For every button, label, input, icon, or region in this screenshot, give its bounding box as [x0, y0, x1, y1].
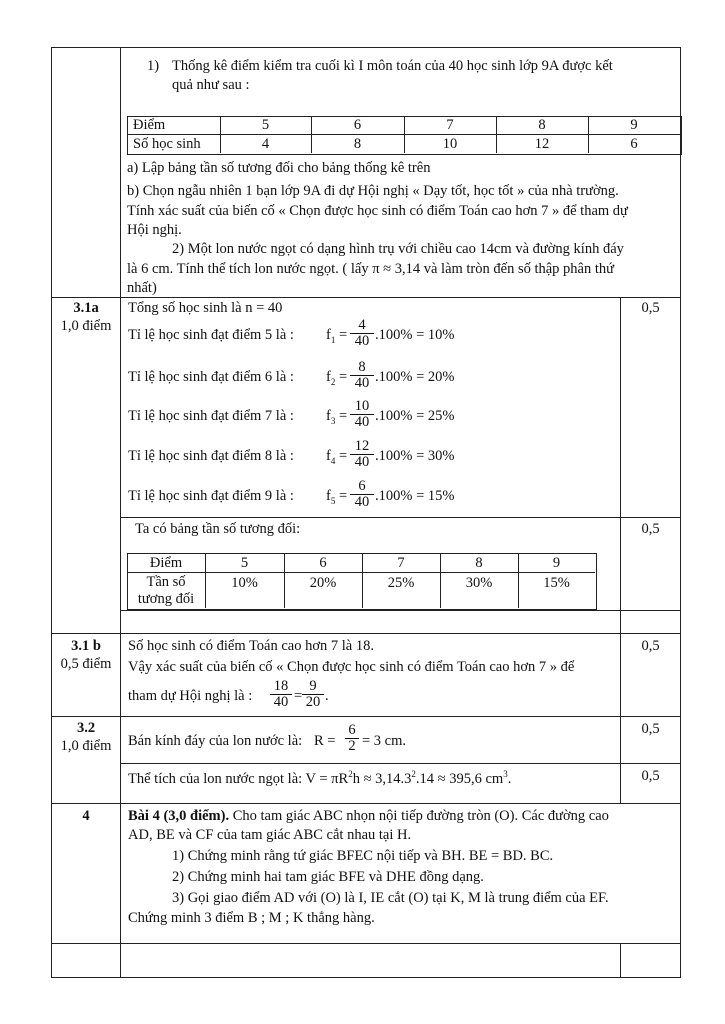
score-cell: 8 [538, 117, 546, 133]
row-divider-31a-table [120, 517, 681, 518]
probability-eq: = [294, 688, 303, 704]
table-border-top [51, 47, 681, 48]
row-divider-4 [51, 803, 681, 804]
volume-text: Thể tích của lon nước ngọt là: $V = \pi R^2h \approx 3,14.3^2.14 \approx 395,6$ $cm^3$. [128, 769, 512, 787]
freq-value-cell: 20% [309, 575, 337, 591]
q1-text-line1: Thống kê điểm kiểm tra cuối kì I môn toán của 40 học sinh lớp 9A được kết [172, 58, 613, 74]
freq-table-row1-label: Điểm [149, 555, 183, 571]
table-border-right [680, 47, 681, 978]
freq-table-intro: Ta có bảng tần số tương đối: [135, 521, 301, 537]
problem4-line2: AD, BE và CF của tam giác ABC cắt nhau tại H. [128, 827, 412, 843]
section-label-32: 3.2 [76, 720, 96, 736]
score-table-row2-label: Số học sinh [133, 136, 201, 152]
radius-result: = 3 cm. [362, 733, 407, 749]
q1-text-line2: quả như sau : [172, 77, 250, 93]
probability-fraction-1: $\frac{18}{40}$ [270, 679, 292, 710]
part-a-text: a) Lập bảng tần số tương đối cho bảng thống kê trên [127, 160, 431, 176]
radius-R: R = [314, 733, 336, 749]
row-divider-31a [51, 297, 681, 298]
score-32-1: 0,5 [641, 721, 660, 737]
s31b-line3: tham dự Hội nghị là : [128, 688, 253, 704]
freq-value-cell: 30% [465, 575, 493, 591]
freq-score-cell: 9 [552, 555, 561, 571]
answer-key-page: 1) Thống kê điểm kiểm tra cuối kì I môn toán của 40 học sinh lớp 9A được kết quả như sau : Điểm Số học sinh 5 6 7 8 9 4 8 10 12 6 a) Lập bảng tần số tương đối cho bảng thống kê trên b) Chọn ngẫu nhiên 1 bạn lớp 9A đi dự Hội nghị « Dạy tốt, học tốt » của nhà trường. Tính xác suất của biến cố « Chọn được học sinh có điểm Toán cao hơn 7 » để tham dự Hội nghị. 2) Một lon nước ngọt có dạng hình trụ với chiều cao 14cm và đường kính đáy là 6 cm. Tính thể tích lon nước ngọt. ( lấy π ≈ 3,14 và làm tròn đến số thập phân thứ nhất) 3.1a 1,0 điểm Tổng số học sinh là n = 40 0,5 Tỉ lệ học sinh đạt điểm 5 là : $f_1$ = $\frac{4}{40}$ .100% = 10% Tỉ lệ học sinh đạt điểm 6 là : $f_2$ = $\frac{8}{40}$ .100% = 20% Tỉ lệ học sinh đạt điểm 7 là : $f_3$ = $\frac{10}{40}$ .100% = 25% Tỉ lệ học sinh đạt điểm 8 là : $f_4$ = $\frac{12}{40}$ .100% = 30% Tỉ lệ học sinh đạt điểm 9 là : $f_5$ = $\frac{6}{40}$ .100% = 15% Ta có bảng tần số tương đối: 0,5 Điểm Tần số tương đối 5 6 7 8 9 10% 20% 25% 30% 15% 3.1 b 0,5 điểm Số học sinh có điểm Toán cao hơn 7 là 18. Vậy xác suất của biến cố « Chọn được học sinh có điểm Toán cao hơn 7 » để tham dự Hội nghị là : $\frac{18}{40}$ = $\frac{9}{20}$ . 0,5 3.2 1,0 điểm Bán kính đáy của lon nước là: R = $\frac{6}{2}$ = 3 cm. 0,5 Thể tích của lon nước ngọt là: $V = \pi R^2h \approx 3,14.3^2.14 \approx 395,6$ $cm^3$. 0,5 4 Bài 4 (3,0 điểm). Cho tam giác ABC nhọn nội tiếp đường tròn (O). Các đường cao AD, BE và CF của tam giác ABC cắt nhau tại H. 1) Chứng minh rằng tứ giác BFEC nội tiếp và BH. BE = BD. BC. 2) Chứng minh hai tam giác BFE và DHE đồng dạng. 3) Gọi giao điểm AD với (O) là I, IE cắt (O) tại K, M là trung điểm của EF. Chứng minh 3 điểm B ; M ; K thẳng hàng. [0, 0, 725, 1024]
score-cell: 5 [261, 117, 270, 133]
table-border-bottom [51, 977, 681, 978]
score-32-2: 0,5 [641, 768, 660, 784]
part-b-line3: Hội nghị. [127, 222, 182, 238]
section-points-32: 1,0 điểm [60, 738, 112, 754]
problem4-q3-line2: Chứng minh 3 điểm B ; M ; K thẳng hàng. [128, 910, 375, 926]
section-points-31a: 1,0 điểm [60, 318, 112, 334]
radius-text: Bán kính đáy của lon nước là: [128, 733, 303, 749]
part-b-line2: Tính xác suất của biến cố « Chọn được học sinh có điểm Toán cao hơn 7 » để tham dự [127, 203, 628, 219]
probability-fraction-2: $\frac{9}{20}$ [302, 679, 324, 710]
table-border-col1 [120, 47, 121, 978]
s31b-line2: Vậy xác suất của biến cố « Chọn được học sinh có điểm Toán cao hơn 7 » để [128, 659, 575, 675]
freq-score-cell: 5 [240, 555, 249, 571]
q2-line3: nhất) [127, 280, 157, 296]
problem4-title: Bài 4 (3,0 điểm). Cho tam giác ABC nhọn nội tiếp đường tròn (O). Các đường cao [128, 808, 609, 824]
score-31a-2: 0,5 [641, 521, 660, 537]
score-31a-1: 0,5 [641, 300, 660, 316]
count-cell: 4 [261, 136, 270, 152]
freq-value-cell: 25% [387, 575, 415, 591]
freq-value-cell: 15% [543, 575, 570, 591]
count-cell: 10 [442, 136, 458, 152]
row-divider-32b [120, 763, 681, 764]
freq-score-cell: 6 [319, 555, 327, 571]
score-31b: 0,5 [641, 638, 660, 654]
row-divider-last [51, 943, 681, 944]
section-label-31b: 3.1 b [71, 638, 101, 654]
table-border-col2-bottom [620, 943, 621, 978]
s31b-line1: Số học sinh có điểm Toán cao hơn 7 là 18. [128, 638, 374, 654]
count-cell: 12 [534, 136, 550, 152]
freq-score-cell: 7 [397, 555, 405, 571]
freq-value-cell: 10% [231, 575, 258, 591]
row-divider-31a-empty [120, 610, 681, 611]
freq-table-row2-label-a: Tần số [146, 574, 186, 590]
radius-fraction: $\frac{6}{2}$ [345, 723, 359, 754]
score-cell: 9 [630, 117, 638, 133]
count-cell: 8 [353, 136, 362, 152]
table-border-left [51, 47, 52, 978]
part-b-line1: b) Chọn ngẫu nhiên 1 bạn lớp 9A đi dự Hội nghị « Dạy tốt, học tốt » của nhà trường. [127, 183, 619, 199]
score-table-row1-label: Điểm [133, 117, 166, 133]
row-divider-32 [51, 716, 681, 717]
problem4-q2: 2) Chứng minh hai tam giác BFE và DHE đồng dạng. [172, 869, 484, 885]
row-divider-31b [51, 633, 681, 634]
q2-line1: 2) Một lon nước ngọt có dạng hình trụ với chiều cao 14cm và đường kính đáy [172, 241, 624, 257]
probability-end: . [325, 688, 329, 704]
section-label-31a: 3.1a [73, 300, 99, 316]
problem4-q1: 1) Chứng minh rằng tứ giác BFEC nội tiếp và BH. BE = BD. BC. [172, 848, 554, 864]
score-cell: 6 [353, 117, 362, 133]
freq-score-cell: 8 [475, 555, 483, 571]
score-cell: 7 [446, 117, 454, 133]
section-label-4: 4 [82, 808, 90, 824]
q1-number: 1) [147, 58, 160, 74]
section-points-31b: 0,5 điểm [60, 656, 112, 672]
q2-line2: là 6 cm. Tính thể tích lon nước ngọt. ( lấy π ≈ 3,14 và làm tròn đến số thập phân thứ [127, 261, 615, 277]
count-cell: 6 [630, 136, 638, 152]
problem4-q3-line1: 3) Gọi giao điểm AD với (O) là I, IE cắt (O) tại K, M là trung điểm của EF. [172, 890, 609, 906]
freq-table-row2-label-b: tương đối [137, 591, 195, 607]
total-students: Tổng số học sinh là n = 40 [128, 300, 283, 316]
